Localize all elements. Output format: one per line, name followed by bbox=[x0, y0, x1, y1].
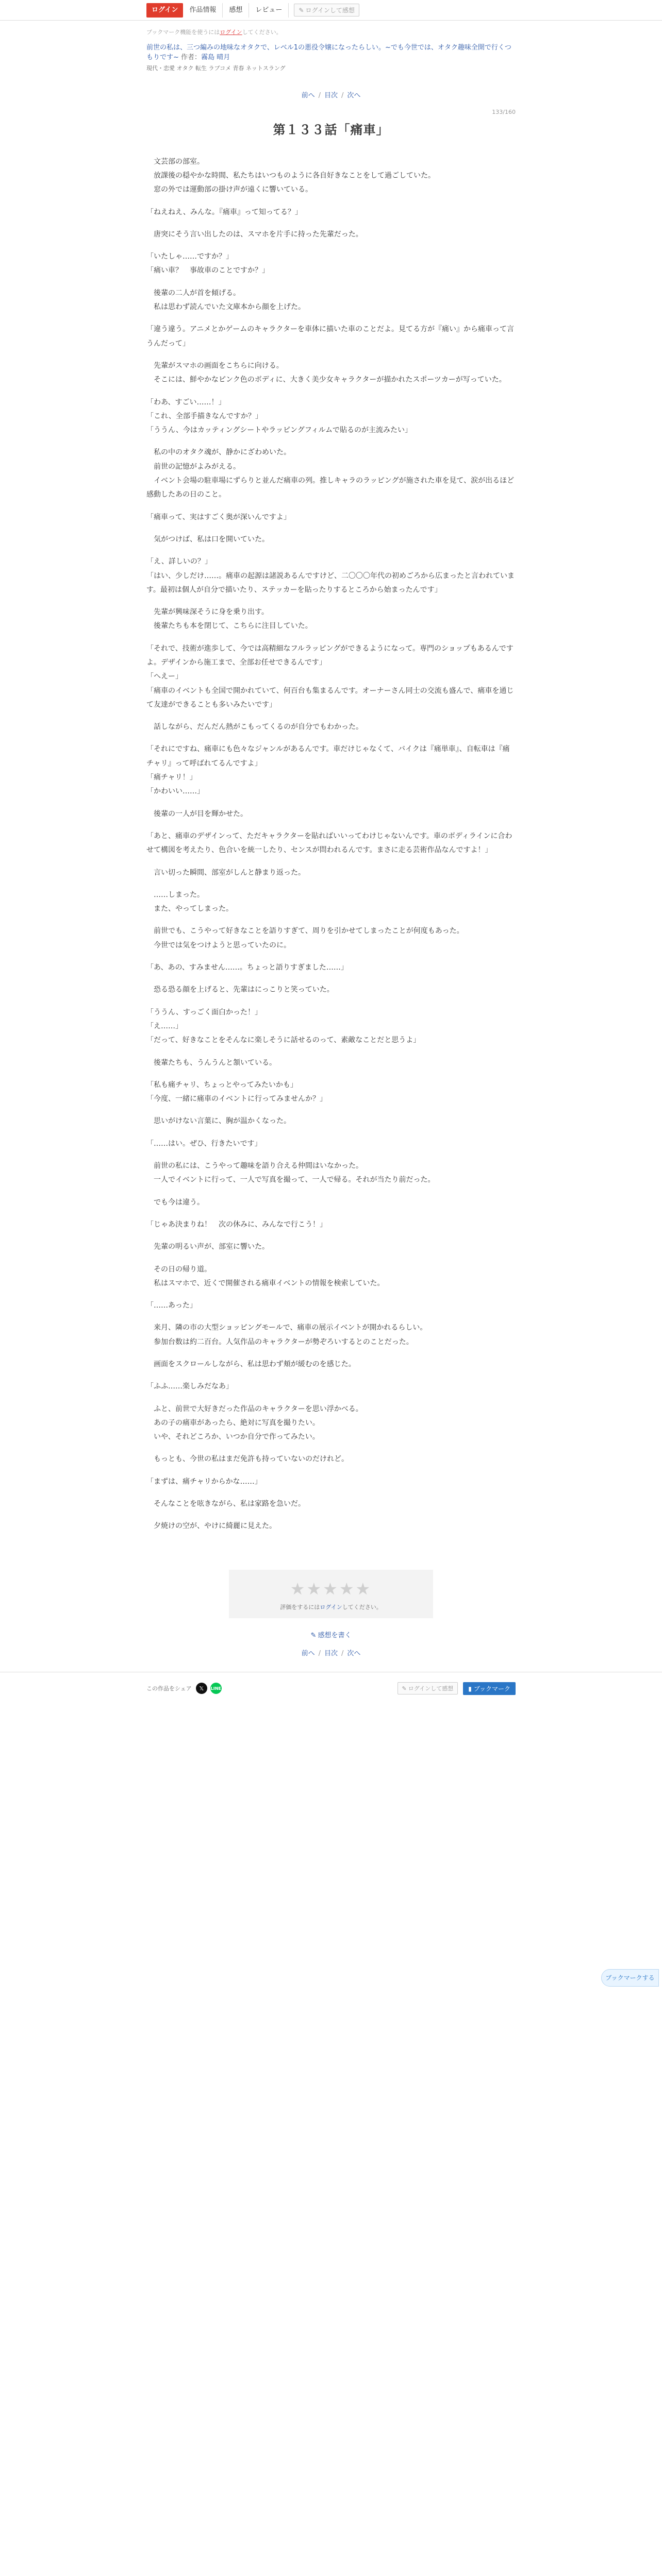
body-paragraph: いや、それどころか、いつか自分で作ってみたい。 bbox=[146, 1433, 320, 1442]
episode-pager-top bbox=[146, 90, 516, 99]
body-paragraph: 「それにですね、痛車にも色々なジャンルがあるんです。車だけじゃなくて、バイクは『痛単車』、自転車は『痛チャリ』って呼ばれてるんですよ」 bbox=[146, 745, 510, 768]
feedback-login-button[interactable] bbox=[398, 1682, 458, 1694]
body-paragraph: 「いたしゃ……ですか？」 bbox=[146, 252, 233, 261]
paragraph-gap bbox=[146, 799, 516, 807]
body-paragraph: ……しまった。 bbox=[146, 890, 204, 899]
paragraph-gap bbox=[146, 278, 516, 286]
paragraph-gap bbox=[146, 1371, 516, 1380]
body-paragraph: 話しながら、だんだん熱がこもってくるのが自分でもわかった。 bbox=[146, 723, 363, 732]
body-paragraph: イベント会場の駐車場にずらりと並んだ痛車の列。推しキャラのラッピングが施された車を見て、涙が出るほど感動したあの日のこと。 bbox=[146, 477, 515, 499]
paragraph-gap bbox=[146, 1394, 516, 1402]
body-paragraph: ふと、前世で大好きだった作品のキャラクターを思い浮かべる。 bbox=[146, 1404, 363, 1413]
paragraph-gap bbox=[146, 953, 516, 961]
paragraph-gap bbox=[146, 1129, 516, 1137]
episode-title: 第１３３話「痛車」 bbox=[273, 122, 389, 137]
write-comment-label: 感想を書く bbox=[318, 1631, 352, 1639]
paragraph-gap bbox=[146, 880, 516, 888]
line-share-icon[interactable]: LINE bbox=[210, 1683, 222, 1694]
novel-tags: 現代・恋愛 オタク 転生 ラブコメ 青春 ネットスラング bbox=[146, 64, 286, 72]
pager-separator: / bbox=[318, 1649, 321, 1657]
body-paragraph: 「痛車のイベントも全国で開かれていて、何百台も集まるんです。オーナーさん同士の交流も盛んで、痛車を通じて友達ができることも多いみたいです」 bbox=[146, 686, 514, 709]
body-paragraph: 私はスマホで、近くで開催される痛車イベントの情報を検索していた。 bbox=[146, 1279, 385, 1287]
rating-box bbox=[229, 1570, 433, 1618]
paragraph-gap bbox=[146, 351, 516, 359]
pager-separator: / bbox=[341, 1649, 344, 1657]
body-paragraph: 「かわいい……」 bbox=[146, 787, 204, 796]
x-share-icon[interactable]: 𝕏 bbox=[196, 1683, 207, 1694]
body-paragraph: 「それで、技術が進歩して、今では高精細なフルラッピングができるようになって。専門のショップもあるんですよ。デザインから施工まで、全部お任せできるんです」 bbox=[146, 644, 514, 667]
paragraph-gap bbox=[146, 1232, 516, 1240]
body-paragraph: でも今は違う。 bbox=[146, 1198, 204, 1207]
review-login-label: ログインして感想 bbox=[305, 7, 355, 14]
body-paragraph: 窓の外では運動部の掛け声が遠くに響いている。 bbox=[146, 185, 312, 194]
body-paragraph: また、やってしまった。 bbox=[146, 905, 233, 913]
paragraph-gap bbox=[146, 821, 516, 829]
bookmark-note-suffix: してください。 bbox=[242, 29, 282, 36]
body-paragraph: 後輩の一人が目を輝かせた。 bbox=[146, 809, 247, 818]
paragraph-gap bbox=[146, 387, 516, 396]
bookmark-note-prefix: ブックマーク機能を使うには bbox=[146, 29, 220, 36]
body-paragraph: 今世では気をつけようと思っていたのに。 bbox=[146, 941, 291, 950]
pen-icon: ✎ bbox=[310, 1631, 317, 1639]
body-paragraph: 一人でイベントに行って、一人で写真を撮って、一人で帰る。それが当たり前だった。 bbox=[146, 1176, 435, 1184]
body-paragraph: 「痛車って、実はすごく奥が深いんですよ」 bbox=[146, 513, 291, 521]
body-paragraph: 私は思わず読んでいた文庫本から顔を上げた。 bbox=[146, 303, 305, 312]
body-paragraph: 参加台数は約二百台。人気作品のキャラクターが勢ぞろいするとのことだった。 bbox=[146, 1337, 413, 1346]
paragraph-gap bbox=[146, 916, 516, 924]
body-paragraph: 「私も痛チャリ、ちょっとやってみたいかも」 bbox=[146, 1080, 297, 1089]
body-paragraph: 言い切った瞬間、部室がしんと静まり返った。 bbox=[146, 868, 305, 877]
paragraph-gap bbox=[146, 1313, 516, 1321]
body-paragraph: 「あと、痛車のデザインって、ただキャラクターを貼ればいいってわけじゃないんです。車のボディラインに合わせて構図を考えたり、色合いを統一したり、センスが問われるんです。まさに走る芸術作品なんですよ！」 bbox=[146, 832, 512, 855]
body-paragraph: その日の帰り道。 bbox=[146, 1265, 211, 1274]
body-paragraph: 「ううん、すっごく面白かった！」 bbox=[146, 1008, 262, 1016]
pager-separator: / bbox=[318, 91, 321, 99]
paragraph-gap bbox=[146, 1489, 516, 1497]
paragraph-gap bbox=[146, 858, 516, 866]
paragraph-gap bbox=[146, 1291, 516, 1299]
episode-pager-bottom bbox=[146, 1648, 516, 1657]
pager-separator: / bbox=[341, 91, 344, 99]
paragraph-gap bbox=[146, 437, 516, 446]
body-paragraph: 画面をスクロールしながら、私は思わず頬が緩むのを感じた。 bbox=[146, 1360, 356, 1368]
body-paragraph: もっとも、今世の私はまだ免許も持っていないのだけれど。 bbox=[146, 1455, 349, 1464]
add-bookmark-button[interactable] bbox=[463, 1682, 516, 1695]
body-paragraph: 「これ、全部手描きなんですか？」 bbox=[146, 412, 262, 420]
paragraph-gap bbox=[146, 1151, 516, 1159]
rating-note bbox=[229, 1603, 433, 1611]
episode-body bbox=[146, 155, 516, 1534]
body-paragraph: 「へえー」 bbox=[146, 672, 183, 681]
paragraph-gap bbox=[146, 997, 516, 1006]
body-paragraph: 先輩の明るい声が、部室に響いた。 bbox=[146, 1243, 269, 1251]
body-paragraph: 気がつけば、私は口を開いていた。 bbox=[146, 535, 269, 544]
body-paragraph: 「……あった」 bbox=[146, 1301, 197, 1310]
body-paragraph: 「ねえねえ、みんな。『痛車』って知ってる？」 bbox=[146, 208, 302, 216]
author-link[interactable]: 霧島 晴月 bbox=[201, 53, 230, 61]
toc-link[interactable]: 目次 bbox=[324, 1649, 338, 1657]
paragraph-gap bbox=[146, 1188, 516, 1196]
body-paragraph: 前世でも、こうやって好きなことを語りすぎて、周りを引かせてしまったことが何度もあった。 bbox=[146, 927, 464, 936]
bookmark-login-link[interactable]: ログイン bbox=[220, 29, 242, 36]
body-paragraph: 「ふふ……楽しみだなあ」 bbox=[146, 1382, 233, 1391]
nav-novel-info[interactable]: 作品情報 bbox=[183, 3, 223, 18]
paragraph-gap bbox=[146, 634, 516, 642]
side-bookmark-button[interactable]: ブックマークする bbox=[601, 1969, 659, 1987]
body-paragraph: あの子の痛車があったら、絶対に写真を撮りたい。 bbox=[146, 1418, 320, 1427]
pen-icon: ✎ bbox=[402, 1685, 407, 1692]
body-paragraph: 「わあ、すごい……！」 bbox=[146, 398, 226, 406]
toc-link[interactable]: 目次 bbox=[324, 91, 338, 99]
paragraph-gap bbox=[146, 1511, 516, 1519]
body-paragraph: 思いがけない言葉に、胸が温かくなった。 bbox=[146, 1117, 291, 1126]
body-paragraph: 後輩の二人が首を傾げる。 bbox=[146, 289, 240, 297]
paragraph-gap bbox=[146, 1210, 516, 1218]
body-paragraph: 後輩たちも、うんうんと頷いている。 bbox=[146, 1058, 276, 1067]
body-paragraph: 「まずは、痛チャリからかな……」 bbox=[146, 1477, 262, 1486]
body-paragraph: 「ううん、今はカッティングシートやラッピングフィルムで貼るのが主流みたい」 bbox=[146, 426, 412, 435]
body-paragraph: 私の中のオタク魂が、静かにざわめいた。 bbox=[146, 448, 291, 457]
rating-stars[interactable]: ★★★★★ bbox=[290, 1579, 372, 1599]
content-column bbox=[146, 21, 516, 1657]
nav-impressions[interactable]: 感想 bbox=[223, 3, 249, 18]
paragraph-gap bbox=[146, 1255, 516, 1263]
body-paragraph: 先輩がスマホの画面をこちらに向ける。 bbox=[146, 361, 284, 370]
body-paragraph: 「じゃあ決まりね！ 次の休みに、みんなで行こう！」 bbox=[146, 1220, 327, 1229]
body-paragraph: 前世の私には、こうやって趣味を語り合える仲間はいなかった。 bbox=[146, 1162, 363, 1171]
login-button[interactable]: ログイン bbox=[146, 3, 183, 18]
prev-link[interactable]: 前へ bbox=[301, 91, 315, 99]
paragraph-gap bbox=[146, 547, 516, 555]
body-paragraph: 文芸部の部室。 bbox=[146, 157, 204, 166]
body-paragraph: 「はい、少しだけ……。痛車の起源は諸説あるんですけど、二〇〇〇年代の初めごろから広まったと言われています。最初は個人が自分で描いたり、ステッカーを貼ったりするところから始まったんです」 bbox=[146, 571, 515, 594]
rating-note-suffix: してください。 bbox=[342, 1603, 382, 1611]
novel-title-link[interactable]: 前世の私は、三つ編みの地味なオタクで、レベル1の悪役令嬢になったらしい。~でも今世では、オタク趣味全開で行くつもりです~ bbox=[146, 44, 511, 61]
nav-reviews[interactable]: レビュー bbox=[249, 3, 289, 18]
body-paragraph: 「痛チャリ！」 bbox=[146, 773, 197, 782]
paragraph-gap bbox=[146, 242, 516, 250]
paragraph-gap bbox=[146, 712, 516, 720]
paragraph-gap bbox=[146, 734, 516, 742]
pen-icon: ✎ bbox=[299, 7, 304, 14]
paragraph-gap bbox=[146, 1048, 516, 1056]
body-paragraph: 「あ、あの、すみません……。ちょっと語りすぎました……」 bbox=[146, 963, 348, 972]
next-link[interactable]: 次へ bbox=[347, 91, 361, 99]
next-link[interactable]: 次へ bbox=[347, 1649, 361, 1657]
body-paragraph: 前世の記憶がよみがえる。 bbox=[146, 462, 240, 471]
top-bar bbox=[0, 0, 662, 21]
paragraph-gap bbox=[146, 975, 516, 983]
add-bookmark-label: ブックマーク bbox=[473, 1685, 510, 1692]
body-paragraph: 夕焼けの空が、やけに綺麗に見えた。 bbox=[146, 1522, 276, 1531]
body-paragraph: 「え……」 bbox=[146, 1022, 183, 1030]
paragraph-gap bbox=[146, 219, 516, 228]
paragraph-gap bbox=[146, 597, 516, 605]
body-paragraph: 恐る恐る顔を上げると、先輩はにっこりと笑っていた。 bbox=[146, 986, 334, 994]
paragraph-gap bbox=[146, 1106, 516, 1114]
prev-link[interactable]: 前へ bbox=[301, 1649, 315, 1657]
review-login-button[interactable] bbox=[294, 4, 359, 16]
body-paragraph: 来月、隣の市の大型ショッピングモールで、痛車の展示イベントが開かれるらしい。 bbox=[146, 1324, 427, 1332]
bookmark-icon: ▮ bbox=[468, 1685, 472, 1692]
body-paragraph: 「違う違う。アニメとかゲームのキャラクターを車体に描いた車のことだよ。見てる方が『痛い』から痛車って言うんだって」 bbox=[146, 325, 515, 348]
page-number: 133/160 bbox=[492, 108, 516, 115]
paragraph-gap bbox=[146, 1467, 516, 1475]
bookmark-note bbox=[146, 28, 516, 36]
body-paragraph: そんなことを呟きながら、私は家路を急いだ。 bbox=[146, 1500, 305, 1509]
feedback-login-label: ログインして感想 bbox=[408, 1685, 454, 1692]
body-paragraph: 放課後の穏やかな時間、私たちはいつものように各自好きなことをして過ごしていた。 bbox=[146, 171, 435, 180]
novel-header bbox=[146, 43, 516, 63]
body-paragraph: 「痛い車？ 事故車のことですか？」 bbox=[146, 266, 269, 275]
footer-bar bbox=[0, 1672, 662, 1705]
paragraph-gap bbox=[146, 197, 516, 206]
paragraph-gap bbox=[146, 524, 516, 533]
body-paragraph: 「だって、好きなことをそんなに楽しそうに話せるのって、素敵なことだと思うよ」 bbox=[146, 1036, 421, 1045]
body-paragraph: 「え、詳しいの？」 bbox=[146, 557, 212, 566]
rating-login-link[interactable]: ログイン bbox=[320, 1603, 342, 1611]
paragraph-gap bbox=[146, 1070, 516, 1078]
paragraph-gap bbox=[146, 502, 516, 511]
paragraph-gap bbox=[146, 1349, 516, 1358]
paragraph-gap bbox=[146, 314, 516, 323]
rating-note-prefix: 評価をするには bbox=[280, 1603, 320, 1611]
author-label: 作者： bbox=[181, 53, 202, 61]
body-paragraph: 後輩たちも本を閉じて、こちらに注目していた。 bbox=[146, 622, 312, 631]
write-comment-link[interactable] bbox=[146, 1630, 516, 1639]
body-paragraph: 「……はい。ぜひ、行きたいです」 bbox=[146, 1139, 262, 1148]
share-label: この作品をシェア bbox=[146, 1685, 192, 1692]
body-paragraph: 先輩が興味深そうに身を乗り出す。 bbox=[146, 608, 269, 617]
body-paragraph: そこには、鮮やかなピンク色のボディに、大きく美少女キャラクターが描かれたスポーツカーが写っていた。 bbox=[146, 376, 506, 384]
paragraph-gap bbox=[146, 1444, 516, 1452]
body-paragraph: 唐突にそう言い出したのは、スマホを片手に持った先輩だった。 bbox=[146, 230, 363, 239]
body-paragraph: 「今度、一緒に痛車のイベントに行ってみませんか？」 bbox=[146, 1095, 327, 1104]
